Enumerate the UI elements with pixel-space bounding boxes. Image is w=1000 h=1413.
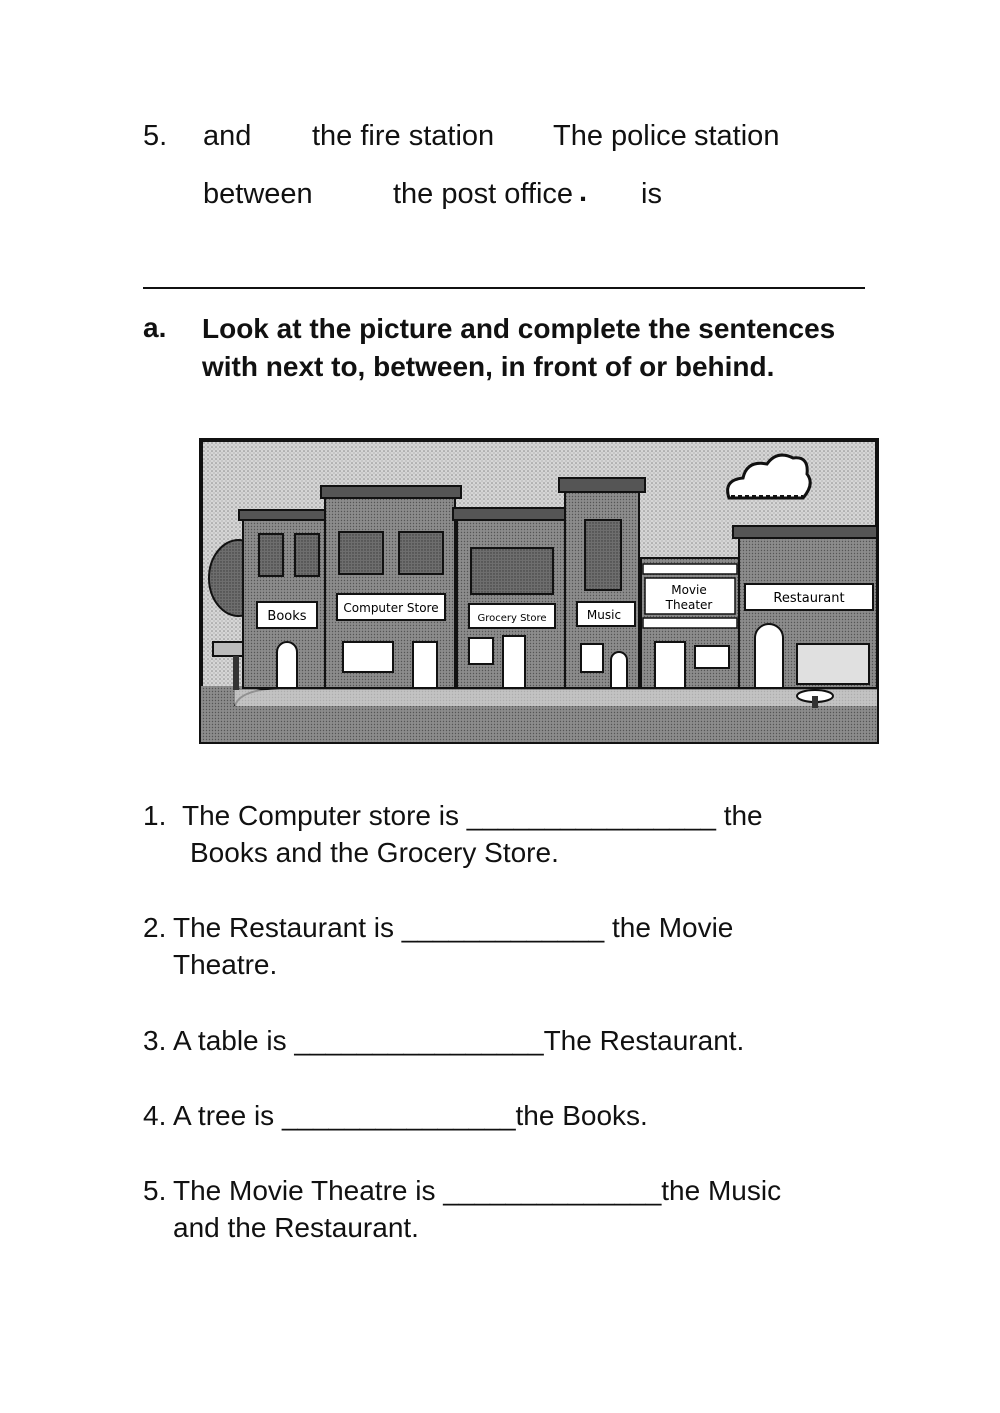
sign-music <box>577 602 635 626</box>
street-scene-illustration <box>199 438 879 744</box>
sentence-text: and the Restaurant. <box>173 1212 419 1243</box>
sign-computer-store <box>337 594 445 620</box>
scrambled-number: 5. <box>143 120 168 152</box>
sentence-text: The Movie Theatre is ______________the Music <box>173 1175 782 1206</box>
scrambled-word: the post office <box>393 178 574 210</box>
scrambled-word: . <box>579 176 588 208</box>
scrambled-word: The police <box>553 120 687 152</box>
sign-movie-theater <box>645 578 735 614</box>
sentence-text: A tree is _______________the Books. <box>173 1100 648 1131</box>
sentence-text: Theatre. <box>173 949 278 980</box>
sign-books <box>257 602 317 628</box>
sentence-text: A table is ________________The Restaurant. <box>173 1025 745 1056</box>
instruction-letter: a. <box>143 312 167 343</box>
scrambled-word: is <box>641 178 662 210</box>
sign-restaurant <box>745 584 873 610</box>
svg-text:Grocery Store: Grocery Store <box>477 613 547 624</box>
sentence-number: 1. <box>143 800 167 831</box>
sentence-number: 5. <box>143 1175 167 1206</box>
sentence-text: The Computer store is ________________ the <box>182 800 763 831</box>
sentence-text: Books and the Grocery Store. <box>190 837 559 868</box>
svg-text:Music: Music <box>586 608 622 622</box>
scrambled-word: between <box>203 178 313 210</box>
scrambled-word: and <box>203 120 252 152</box>
instruction-text: Look at the picture and complete the sentences with next to, between, in front of or behind. <box>202 313 836 382</box>
svg-text:Books: Books <box>267 609 307 624</box>
svg-text:Movie: Movie <box>671 583 707 597</box>
sentence-number: 4. <box>143 1100 167 1131</box>
sentence-number: 2. <box>143 912 167 943</box>
answer-line[interactable] <box>143 287 865 289</box>
scrambled-word: station <box>694 120 780 152</box>
svg-text:Computer Store: Computer Store <box>343 601 439 615</box>
svg-text:Restaurant: Restaurant <box>773 591 845 606</box>
svg-text:Theater: Theater <box>665 598 713 612</box>
scrambled-word: the fire station <box>312 120 495 152</box>
street-picture <box>199 438 879 744</box>
sentence-number: 3. <box>143 1025 167 1056</box>
sentence-text: The Restaurant is _____________ the Movie <box>173 912 734 943</box>
sign-grocery-store <box>469 604 555 628</box>
